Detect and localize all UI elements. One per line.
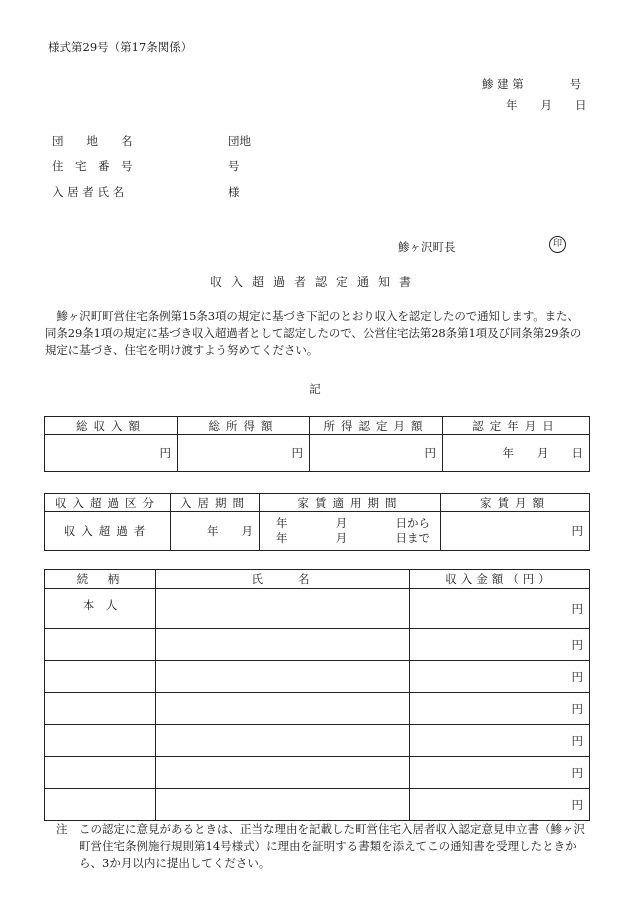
income-cell[interactable]: 円 — [410, 661, 590, 693]
table-row — [45, 693, 590, 725]
income-cell[interactable]: 円 — [410, 789, 590, 821]
header-income-amount: 収入金額（円） — [410, 570, 590, 589]
header-monthly-amount: 所得認定月額 — [310, 417, 443, 435]
document-title: 収入超過者認定通知書 — [209, 275, 420, 289]
house-number-value: 号 — [228, 159, 240, 173]
form-number: 様式第29号（第17条関係） — [48, 40, 193, 54]
table-row — [45, 589, 590, 629]
sender-mayor: 鯵ヶ沢町長 — [398, 240, 456, 254]
residence-period-cell[interactable]: 年 月 — [171, 512, 260, 551]
monthly-rent-cell[interactable]: 円 — [441, 512, 590, 551]
relation-cell[interactable] — [45, 693, 156, 725]
resident-name-value: 様 — [228, 185, 240, 199]
complex-name-label: 団 地 名 — [52, 134, 133, 148]
name-cell[interactable] — [156, 629, 410, 661]
total-earnings-cell[interactable]: 円 — [178, 435, 310, 472]
name-cell[interactable] — [156, 757, 410, 789]
header-rent-period: 家賃適用期間 — [260, 494, 441, 512]
notice-paragraph: 鯵ヶ沢町町営住宅条例第15条3項の規定に基づき下記のとおり収入を認定したので通知します。また、同条29条1項の規定に基づき収入超過者として認定したので、公営住宅法第28条第1項及び同条第29条の規定に基づき、住宅を明け渡すよう努めてください。 — [45, 309, 582, 357]
table-row — [45, 789, 590, 821]
income-cell[interactable]: 円 — [410, 589, 590, 629]
household-table — [44, 569, 590, 821]
relation-cell[interactable] — [45, 757, 156, 789]
header-residence-period: 入居期間 — [171, 494, 260, 512]
total-income-cell[interactable]: 円 — [45, 435, 178, 472]
table-row — [45, 629, 590, 661]
header-total-income: 総収入額 — [45, 417, 178, 435]
relation-cell[interactable] — [45, 789, 156, 821]
income-cell[interactable]: 円 — [410, 629, 590, 661]
relation-cell[interactable] — [45, 661, 156, 693]
name-cell[interactable] — [156, 789, 410, 821]
note-text: この認定に意見があるときは、正当な理由を記載した町営住宅入居者収入認定意見申立書（鯵ヶ沢町営住宅条例施行規則第14号様式）に理由を証明する書類を添えてこの通知書を受理したときから、3か月以内に提出してください。 — [79, 822, 585, 870]
house-number-label: 住 宅 番 号 — [52, 159, 133, 173]
header-monthly-rent: 家賃月額 — [441, 494, 590, 512]
name-cell[interactable] — [156, 661, 410, 693]
rent-period-to: 年 月 日まで — [276, 531, 430, 545]
table-row — [45, 725, 590, 757]
header-certification-date: 認定年月日 — [443, 417, 590, 435]
relation-cell[interactable] — [45, 629, 156, 661]
name-cell[interactable] — [156, 693, 410, 725]
relation-cell[interactable] — [45, 725, 156, 757]
name-cell[interactable] — [156, 725, 410, 757]
income-table — [44, 416, 590, 472]
income-cell[interactable]: 円 — [410, 725, 590, 757]
resident-name-label: 入 居 者 氏 名 — [52, 185, 125, 199]
header-total-earnings: 総所得額 — [178, 417, 310, 435]
header-name: 氏 名 — [156, 570, 410, 589]
income-cell[interactable]: 円 — [410, 693, 590, 725]
income-cell[interactable]: 円 — [410, 757, 590, 789]
header-excess-category: 収入超過区分 — [45, 494, 171, 512]
header-relation: 続 柄 — [45, 570, 156, 589]
monthly-amount-cell[interactable]: 円 — [310, 435, 443, 472]
excess-category-cell: 収入超過者 — [45, 512, 171, 551]
rent-period-cell[interactable] — [260, 512, 441, 551]
issue-date: 年 月 日 — [506, 98, 587, 112]
table-row — [45, 757, 590, 789]
note-mark: 注 — [56, 822, 68, 836]
note-block — [56, 821, 596, 872]
table-row — [45, 661, 590, 693]
notice-body — [45, 308, 590, 359]
rent-period-from: 年 月 日から — [276, 516, 430, 530]
ki-heading: 記 — [309, 382, 321, 396]
relation-cell: 本 人 — [45, 589, 156, 629]
seal-mark: 印 — [549, 236, 566, 253]
excess-table — [44, 493, 590, 551]
certification-date-cell[interactable]: 年 月 日 — [443, 435, 590, 472]
complex-name-value: 団地 — [228, 134, 251, 148]
name-cell[interactable] — [156, 589, 410, 629]
issue-number: 鯵 建 第 号 — [482, 77, 582, 91]
